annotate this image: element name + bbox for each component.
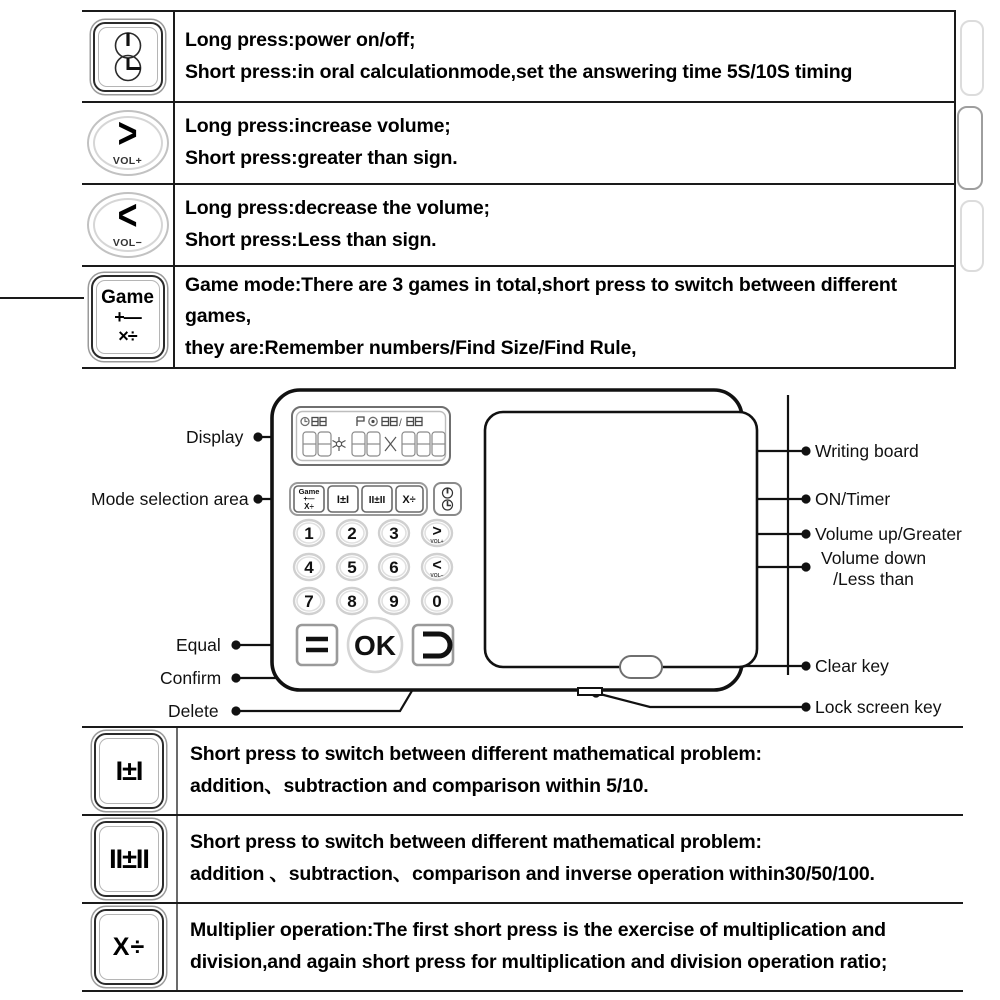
bottom-function-table [82, 726, 963, 992]
svg-text:>: > [432, 523, 442, 540]
volume-up-description [175, 103, 954, 183]
desc-line: Multiplier operation:The first short press is the exercise of multiplication and [190, 919, 886, 942]
label-clear-key: Clear key [815, 656, 889, 676]
svg-text:X÷: X÷ [304, 502, 314, 511]
writing-board[interactable] [485, 412, 757, 667]
game-mode-key-icon [91, 275, 165, 359]
double-digit-addsub-key-icon [94, 821, 164, 897]
volume-up-key-cell [82, 103, 175, 183]
table-row [82, 904, 963, 992]
single-digit-addsub-key-icon [94, 733, 164, 809]
label-confirm: Confirm [160, 668, 222, 688]
svg-text:Game: Game [298, 487, 320, 496]
volume-down-key-cell [82, 185, 175, 265]
svg-text:3: 3 [389, 524, 399, 543]
double-digit-key-cell [82, 816, 178, 902]
left-connector-line [0, 297, 84, 299]
label-writing-board: Writing board [815, 441, 919, 461]
device-diagram [0, 375, 1000, 725]
svg-text:2: 2 [347, 524, 357, 543]
svg-text:+—: +— [303, 496, 315, 503]
svg-text:VOL+: VOL+ [430, 539, 444, 545]
scan-artifact [960, 200, 984, 272]
times-divide-label: ×÷ [118, 325, 137, 346]
table-row [82, 103, 954, 185]
desc-line: Short press:in oral calculationmode,set the answering time 5S/10S timing [185, 60, 853, 83]
multiply-divide-key-icon [94, 909, 164, 985]
volume-up-key-icon [87, 110, 169, 176]
equal-button[interactable] [297, 625, 337, 665]
game-label: Game [101, 287, 154, 309]
lock-screen-key-notch[interactable] [578, 688, 602, 695]
svg-text:8: 8 [347, 592, 357, 611]
less-than-glyph: < [117, 192, 138, 240]
scan-artifact [957, 106, 983, 190]
desc-line: addition 、subtraction、comparison and inverse operation within30/50/100. [190, 863, 875, 885]
table-row [82, 728, 963, 816]
label-volume-down-less-than [821, 548, 926, 589]
ok-label: OK [354, 630, 396, 661]
desc-line: addition、subtraction and comparison within 5/10. [190, 775, 649, 797]
single-digit-key-cell [82, 728, 178, 814]
label-on-timer: ON/Timer [815, 489, 891, 509]
double-digit-description [178, 816, 963, 902]
clear-key-button[interactable] [620, 656, 662, 678]
svg-text:6: 6 [389, 558, 399, 577]
multiply-divide-key-cell [82, 904, 178, 990]
power-timer-description [175, 12, 954, 101]
svg-text:VOL−: VOL− [430, 573, 444, 579]
single-digit-glyph: I±I [115, 755, 143, 786]
svg-text:4: 4 [304, 558, 314, 577]
table-row [82, 816, 963, 904]
desc-line: Long press:increase volume; [185, 115, 451, 138]
multiply-divide-description [178, 904, 963, 990]
label-display: Display [186, 427, 244, 447]
svg-text:II±II: II±II [368, 495, 386, 506]
label-mode-selection-area: Mode selection area [91, 489, 249, 509]
desc-line: Short press:Less than sign. [185, 229, 437, 251]
power-timer-glyph [106, 31, 150, 83]
label-volume-down-line2: /Less than [833, 568, 914, 589]
svg-text:<: < [432, 557, 442, 574]
multiply-divide-glyph: X÷ [112, 932, 146, 961]
table-row [82, 12, 954, 103]
volume-down-description [175, 185, 954, 265]
label-delete: Delete [168, 701, 219, 721]
label-volume-down-line1: Volume down [821, 548, 927, 568]
svg-text:7: 7 [304, 592, 314, 611]
single-digit-description [178, 728, 963, 814]
power-timer-key-cell [82, 12, 175, 101]
desc-line: division,and again short press for multiplication and division operation ratio; [190, 951, 888, 973]
desc-line: Short press:greater than sign. [185, 147, 458, 169]
label-lock-screen-key: Lock screen key [815, 697, 942, 717]
volume-down-key-icon [87, 192, 169, 258]
game-mode-key-cell [82, 267, 175, 367]
double-digit-glyph: II±II [109, 843, 149, 874]
desc-line: Short press to switch between different mathematical problem: [190, 831, 762, 854]
desc-line: Short press to switch between different mathematical problem: [190, 743, 762, 766]
svg-text:5: 5 [347, 558, 357, 577]
scan-artifact [960, 20, 984, 96]
svg-text:1: 1 [304, 524, 314, 543]
volume-up-caption: VOL+ [112, 155, 143, 168]
mode-buttons-group[interactable] [294, 486, 423, 512]
volume-down-caption: VOL− [112, 237, 143, 250]
svg-text:9: 9 [389, 592, 399, 611]
delete-button[interactable] [413, 625, 453, 665]
table-row [82, 185, 954, 267]
desc-line: Long press:decrease the volume; [185, 197, 490, 220]
svg-text:X÷: X÷ [402, 494, 416, 506]
desc-line: Long press:power on/off; [185, 28, 416, 51]
desc-line: they are:Remember numbers/Find Size/Find Rule, [185, 336, 637, 359]
plus-minus-label: +— [114, 307, 141, 328]
svg-text:/: / [399, 418, 402, 429]
svg-text:I±I: I±I [336, 494, 350, 506]
svg-text:0: 0 [432, 592, 442, 611]
label-volume-up-greater: Volume up/Greater [815, 524, 962, 544]
desc-line: Game mode:There are 3 games in total,short press to switch between different [185, 273, 897, 296]
power-timer-key-icon [93, 22, 163, 92]
table-row [82, 267, 954, 367]
game-mode-description [175, 267, 954, 367]
desc-line: games, [185, 305, 252, 328]
greater-than-glyph: > [117, 110, 138, 158]
top-function-table [82, 10, 956, 369]
leader-lock-screen [596, 693, 806, 707]
label-equal: Equal [176, 635, 221, 655]
